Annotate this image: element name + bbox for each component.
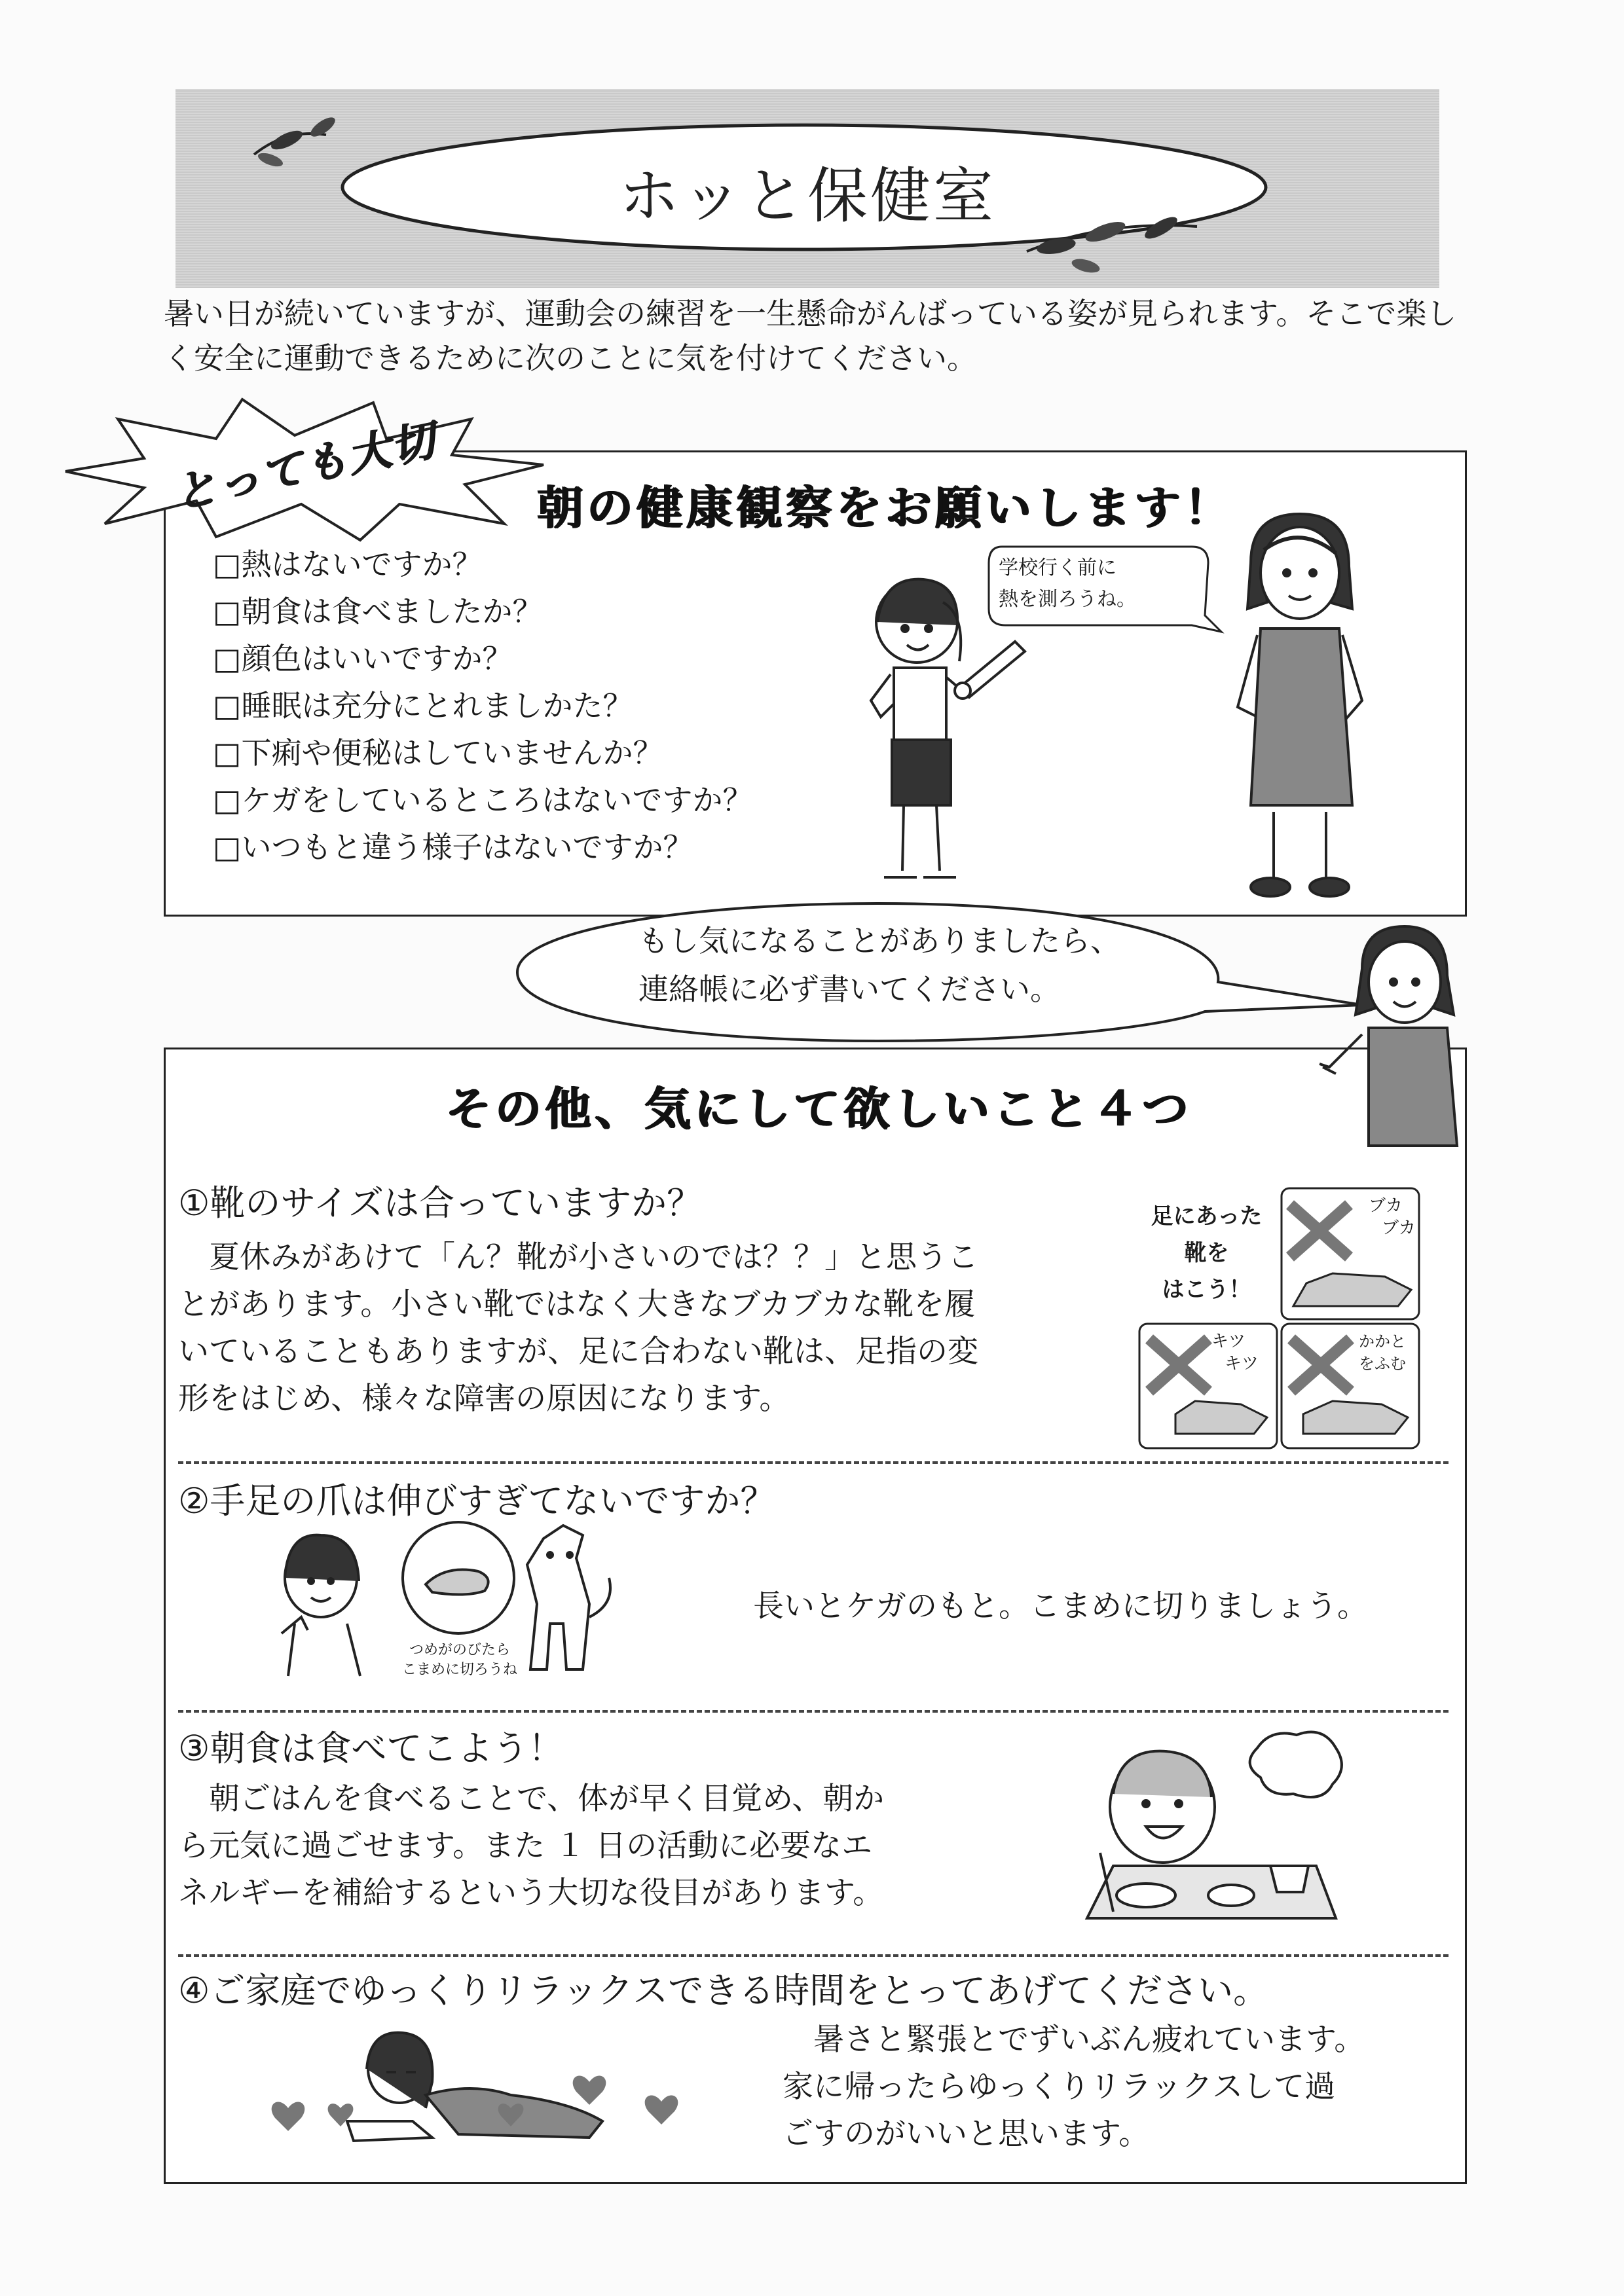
nail-caption <box>401 1641 519 1680</box>
section-4-line: 家に帰ったらゆっくりリラックスして過 <box>783 2069 1336 2105</box>
nail-caption-line: こまめに切ろうね <box>401 1662 517 1678</box>
section-4-body <box>783 2016 1365 2158</box>
bubble-line-2: 熱を測ろうね。 <box>999 588 1136 611</box>
checklist-item: □睡眠は充分にとれましかた？ <box>213 688 633 723</box>
checklist-item: □下痢や便秘はしていませんか？ <box>213 735 663 771</box>
section-4-line: ごすのがいいと思います。 <box>783 2116 1150 2152</box>
section-3-line: 朝ごはんを食べることで、体が早く目覚め、朝か <box>178 1781 885 1817</box>
shoe-title-line: はこう！ <box>1162 1277 1251 1303</box>
section-2-text: 長いとケガのもと。こまめに切りましょう。 <box>753 1588 1369 1624</box>
section-1-line: いていることもありますが、足に合わない靴は、足指の変 <box>178 1334 978 1370</box>
shoe-label-loose <box>1369 1195 1416 1239</box>
page-title: ホッと保健室 <box>618 161 996 231</box>
notice-line-1: もし気になることがありましたら、 <box>638 923 1120 958</box>
nail-caption-line: つめがのびたら <box>409 1642 510 1658</box>
morning-heading: 朝の健康観察をお願いします！ <box>537 481 1234 535</box>
section-3-title: ③朝食は食べてこよう！ <box>178 1728 564 1769</box>
shoe-label: ブカ <box>1369 1196 1403 1216</box>
shoe-size-illustration <box>1136 1185 1424 1453</box>
section-divider <box>178 1954 1449 1957</box>
notice-line-2: 連絡帳に必ず書いてください。 <box>638 972 1060 1007</box>
mother-illustration <box>1211 504 1395 903</box>
intro-line-2: く安全に運動できるために次のことに気を付けてください。 <box>164 340 977 376</box>
section-3-line: ネルギーを補給するという大切な役目があります。 <box>178 1875 884 1911</box>
section-1-body <box>178 1234 978 1423</box>
breakfast-illustration <box>1074 1722 1356 1931</box>
shoe-label-heel <box>1359 1330 1406 1375</box>
section-1-line: 夏休みがあけて「ん？靴が小さいのでは？？」と思うこ <box>178 1239 978 1275</box>
shoe-title-line: 足にあった <box>1151 1203 1263 1230</box>
intro-line-1: 暑い日が続いていますが、運動会の練習を一生懸命がんばっている姿が見られます。そこで楽し <box>164 296 1457 331</box>
relaxing-girl-illustration <box>262 2023 694 2154</box>
shoe-label: をふむ <box>1359 1355 1406 1373</box>
shoe-title-line: 靴を <box>1184 1240 1229 1266</box>
shoe-label: かかと <box>1359 1332 1406 1351</box>
section-3-line: ら元気に過ごせます。また １ 日の活動に必要なエ <box>178 1828 873 1864</box>
shoe-label: キツ <box>1225 1354 1259 1374</box>
heart-icon <box>573 2076 606 2105</box>
section-4-line: 暑さと緊張とでずいぶん疲れています。 <box>783 2022 1365 2058</box>
health-checklist <box>213 541 753 871</box>
section-4-title: ④ご家庭でゆっくりリラックスできる時間をとってあげてください。 <box>178 1970 1269 2011</box>
shoe-label-tight <box>1211 1330 1259 1375</box>
heart-icon <box>272 2102 305 2131</box>
section-2-title: ②手足の爪は伸びすぎてないですか？ <box>178 1480 776 1522</box>
checklist-item: □顔色はいいですか？ <box>213 641 513 676</box>
checklist-item: □いつもと違う様子はないですか？ <box>213 829 693 865</box>
checklist-item: □ケガをしているところはないですか？ <box>213 782 753 818</box>
checklist-item: □朝食は食べましたか？ <box>213 594 543 629</box>
shoe-label: キツ <box>1211 1332 1246 1351</box>
bubble-line-1: 学校行く前に <box>999 556 1116 579</box>
section-3-body <box>178 1776 884 1917</box>
heart-icon <box>645 2096 678 2124</box>
section-1-line: 形をはじめ、様々な障害の原因になります。 <box>178 1381 790 1417</box>
pointing-woman-illustration <box>1316 917 1473 1152</box>
section-divider <box>178 1461 1449 1464</box>
section-1-line: とがあります。小さい靴ではなく大きなブカブカな靴を履 <box>178 1286 976 1322</box>
checklist-item: □熱はないですか？ <box>213 547 483 582</box>
others-heading: その他、気にして欲しいこと４つ <box>445 1082 1192 1136</box>
shoe-label: ブカ <box>1382 1218 1416 1238</box>
badge-text: とっても大切 <box>168 414 440 520</box>
section-divider <box>178 1710 1449 1713</box>
section-1-title: ①靴のサイズは合っていますか？ <box>178 1182 703 1224</box>
title-banner <box>175 89 1439 288</box>
